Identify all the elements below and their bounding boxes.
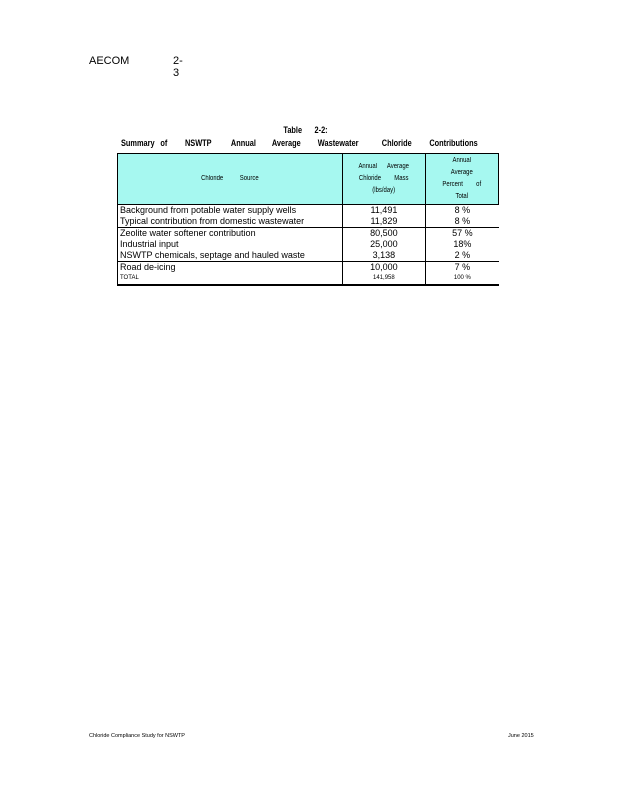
caption-word: Annual	[230, 138, 256, 148]
page-header	[89, 55, 183, 79]
footer-title: Chloride Compliance Study for NSWTP	[89, 733, 185, 739]
column-header-percent: Annual Average Percent of Total	[426, 154, 499, 205]
percent-cell: 18%	[453, 239, 472, 249]
mass-cell: 11,829	[342, 216, 426, 228]
page-number: 2-3	[173, 55, 183, 79]
mass-cell: 3,138	[342, 250, 426, 262]
percent-cell: 2 %	[454, 250, 471, 260]
caption-word: Summary	[121, 138, 155, 148]
table-total-row	[118, 273, 499, 285]
table-row	[118, 239, 499, 250]
percent-cell: 57 %	[426, 228, 499, 240]
source-cell: Background from potable water supply wells	[118, 205, 343, 217]
source-cell: Road de-icing	[118, 262, 343, 274]
table-header-row	[118, 154, 499, 205]
caption-word: of	[160, 138, 168, 148]
source-cell: Industrial input	[118, 239, 343, 250]
caption-word: NSWTP	[184, 138, 212, 148]
source-cell: Typical contribution from domestic wastewater	[118, 216, 343, 228]
mass-cell: 80,500	[342, 228, 426, 240]
company-name: AECOM	[89, 55, 130, 67]
caption-word: Wastewater	[317, 138, 359, 148]
table-row	[118, 228, 499, 240]
percent-cell: 7 %	[426, 262, 499, 274]
caption-word: 2-2:	[314, 125, 328, 135]
mass-cell: 11,491	[342, 205, 426, 217]
table-row	[118, 250, 499, 262]
source-cell: Zeolite water softener contribution	[118, 228, 343, 240]
caption-word: Chloride	[381, 138, 412, 148]
source-cell: NSWTP chemicals, septage and hauled waste	[118, 250, 343, 262]
caption-word: Table	[283, 125, 303, 135]
footer-date: June 2015	[508, 733, 534, 739]
chloride-contributions-table	[117, 153, 499, 286]
table-row	[118, 216, 499, 228]
total-mass: 141,958	[342, 273, 426, 285]
caption-word: Contributions	[429, 138, 478, 148]
table-row	[118, 262, 499, 274]
total-percent: 100 %	[426, 273, 499, 285]
percent-cell: 8 %	[454, 205, 471, 215]
total-label: TOTAL	[118, 273, 343, 285]
column-header-source: Chloride Source	[118, 154, 343, 205]
column-header-mass: Annual Average Chloride Mass (lbs/day)	[342, 154, 426, 205]
table-row	[118, 205, 499, 217]
mass-cell: 25,000	[342, 239, 426, 250]
percent-cell: 8 %	[454, 216, 471, 226]
caption-word: Average	[271, 138, 301, 148]
mass-cell: 10,000	[342, 262, 426, 274]
